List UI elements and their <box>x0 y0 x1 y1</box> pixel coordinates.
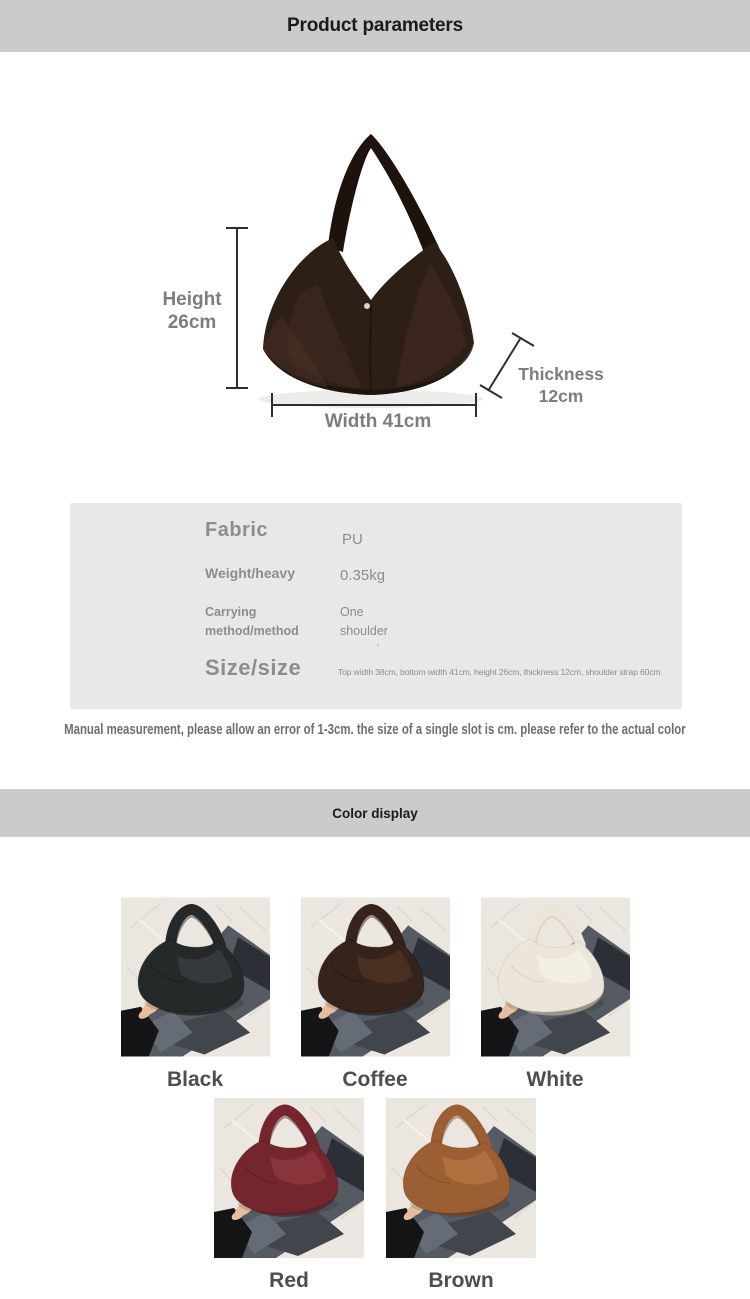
color-swatch-red <box>214 1098 364 1295</box>
swatch-row-1 <box>0 897 750 1094</box>
color-swatch-grid <box>0 897 750 1295</box>
bag-photo-brown <box>386 1098 536 1258</box>
width-dimension-label: Width 41cm <box>324 411 432 432</box>
color-swatch-white <box>481 897 630 1094</box>
swatch-row-2 <box>0 1098 750 1295</box>
product-dimension-figure <box>0 52 750 462</box>
color-name-label: Red <box>269 1269 309 1292</box>
color-swatch-brown <box>386 1098 536 1295</box>
bag-snap-button <box>364 303 370 309</box>
bag-photo-coffee <box>301 897 450 1057</box>
measurement-note: Manual measurement, please allow an error of 1-3cm. the size of a single slot is cm. please refer to the actual color <box>64 720 686 738</box>
spec-value-weight: 0.35kg <box>340 567 386 584</box>
color-swatch-black <box>121 897 270 1094</box>
bag-photo-red <box>214 1098 364 1258</box>
spec-label-size: Size/size <box>205 655 302 680</box>
spec-value-size: Top width 38cm, bottom width 41cm, height 26cm, thickness 12cm, shoulder strap 60cm <box>338 667 661 677</box>
spec-table <box>70 503 682 709</box>
bag-handle <box>328 134 442 260</box>
color-name-label: Black <box>166 1068 224 1091</box>
page-title: Product parameters <box>287 15 463 36</box>
color-swatch-coffee <box>301 897 450 1094</box>
color-name-label: Coffee <box>342 1068 408 1091</box>
color-name-label: White <box>526 1068 584 1091</box>
spec-value-carrying: One shoulder <box>340 605 388 638</box>
product-bag-image <box>0 52 750 462</box>
spec-label-carrying: Carrying method/method <box>205 605 299 638</box>
color-display-title: Color display <box>332 805 418 821</box>
spec-label-weight: Weight/heavy <box>205 565 295 581</box>
page-title-bar <box>0 0 750 52</box>
spec-dot: . <box>376 635 380 649</box>
spec-label-fabric: Fabric <box>205 519 269 541</box>
spec-value-fabric: PU <box>342 531 363 548</box>
color-display-bar <box>0 789 750 837</box>
measurement-note-row <box>0 717 750 741</box>
bag-center-seam <box>370 306 371 393</box>
thickness-dimension-label: Thickness 12cm <box>518 364 604 406</box>
bag-photo-white <box>481 897 630 1057</box>
color-name-label: Brown <box>428 1269 494 1292</box>
height-dimension-label: Height 26cm <box>162 289 222 333</box>
bag-photo-black <box>121 897 270 1057</box>
